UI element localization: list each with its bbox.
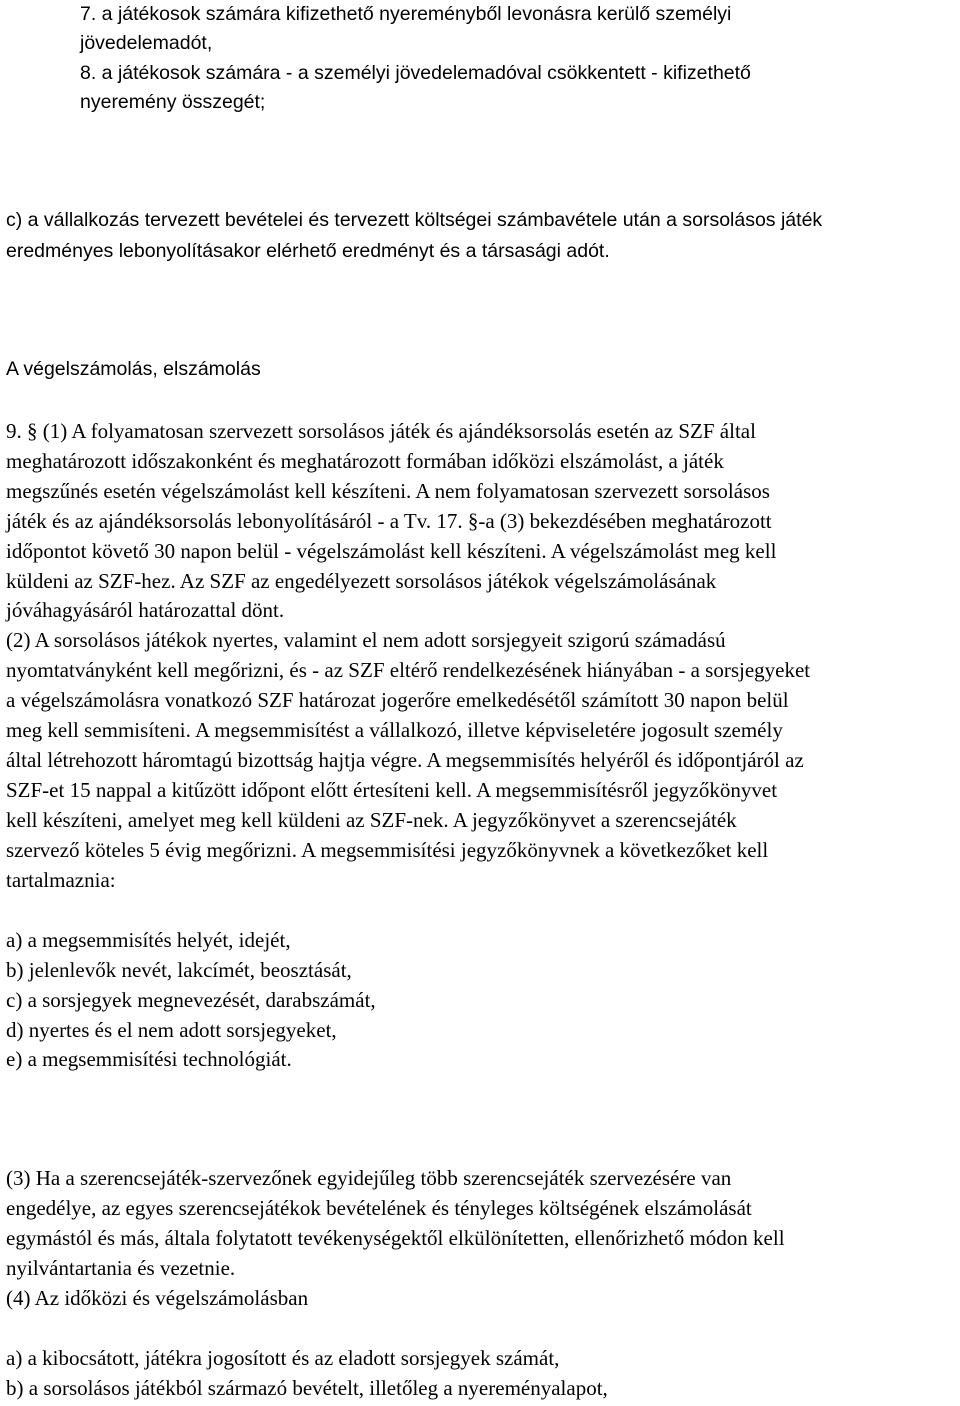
- list-item-7-line1: 7. a játékosok számára kifizethető nyereményből levonásra kerülő személyi: [80, 3, 732, 25]
- list-item-8-line1: 8. a játékosok számára - a személyi jövedelemadóval csökkentett - kifizethető: [80, 62, 751, 84]
- list-item-8-line2: nyeremény összegét;: [80, 91, 266, 113]
- para4-heading: (4) Az időközi és végelszámolásban: [6, 1286, 309, 1310]
- section9-line: 9. § (1) A folyamatosan szervezett sorsolásos játék és ajándéksorsolás esetén az SZF által: [6, 419, 756, 443]
- list-item: c) a sorsjegyek megnevezését, darabszámát,: [6, 988, 376, 1012]
- section9-line: szervező köteles 5 évig megőrizni. A megsemmisítési jegyzőkönyvnek a következőket kell: [6, 838, 769, 862]
- section9-line: meghatározott időszakonként és meghatározott formában időközi elszámolást, a játék: [6, 449, 724, 473]
- section9-line: időpontot követő 30 napon belül - végelszámolást kell készíteni. A végelszámolást meg kell: [6, 539, 777, 563]
- list-item: e) a megsemmisítési technológiát.: [6, 1047, 292, 1071]
- section9-line: SZF-et 15 nappal a kitűzött időpont előtt értesíteni kell. A megsemmisítésről jegyzőkönyvet: [6, 778, 778, 802]
- list-item: b) a sorsolásos játékból származó bevételt, illetőleg a nyereményalapot,: [6, 1376, 608, 1400]
- list-item: b) jelenlevők nevét, lakcímét, beosztását,: [6, 958, 352, 982]
- list-item: a) a megsemmisítés helyét, idejét,: [6, 928, 291, 952]
- section9-line: meg kell semmisíteni. A megsemmisítést a vállalkozó, illetve képviseletére jogosult személy: [6, 718, 783, 742]
- section9-line: által létrehozott háromtagú bizottság hajtja végre. A megsemmisítés helyéről és időpontjáról az: [6, 748, 804, 772]
- list-item: a) a kibocsátott, játékra jogosított és az eladott sorsjegyek számát,: [6, 1346, 560, 1370]
- section-heading: A végelszámolás, elszámolás: [6, 358, 261, 380]
- list-item: d) nyertes és el nem adott sorsjegyeket,: [6, 1018, 337, 1042]
- section9-line: a végelszámolásra vonatkozó SZF határozat jogerőre emelkedésétől számított 30 napon belül: [6, 688, 789, 712]
- para-c-line2: eredményes lebonyolításakor elérhető eredményt és a társasági adót.: [6, 240, 610, 262]
- para3-line: nyilvántartania és vezetnie.: [6, 1256, 236, 1280]
- section9-line: (2) A sorsolásos játékok nyertes, valamint el nem adott sorsjegyeit szigorú számadású: [6, 628, 726, 652]
- section9-line: jóváhagyásáról határozattal dönt.: [6, 598, 285, 622]
- para3-line: engedélye, az egyes szerencsejátékok bevételének és tényleges költségének elszámolását: [6, 1196, 752, 1220]
- para3-line: (3) Ha a szerencsejáték-szervezőnek egyidejűleg több szerencsejáték szervezésére van: [6, 1166, 732, 1190]
- para-c-line1: c) a vállalkozás tervezett bevételei és tervezett költségei számbavétele után a sorsolásos játék: [6, 209, 823, 231]
- section9-line: kell készíteni, amelyet meg kell küldeni az SZF-nek. A jegyzőkönyvet a szerencsejáték: [6, 808, 737, 832]
- section9-line: játék és az ajándéksorsolás lebonyolításáról - a Tv. 17. §-a (3) bekezdésében meghatározott: [6, 509, 772, 533]
- section9-line: nyomtatványként kell megőrizni, és - az SZF eltérő rendelkezésének hiányában - a sorsjegyeket: [6, 658, 811, 682]
- para3-line: egymástól és más, általa folytatott tevékenységektől elkülönítetten, ellenőrizhető módon kell: [6, 1226, 785, 1250]
- section9-line: küldeni az SZF-hez. Az SZF az engedélyezett sorsolásos játékok végelszámolásának: [6, 569, 717, 593]
- section9-line: megszűnés esetén végelszámolást kell készíteni. A nem folyamatosan szervezett sorsolásos: [6, 479, 770, 503]
- section9-line: tartalmaznia:: [6, 868, 116, 892]
- list-item-7-line2: jövedelemadót,: [80, 32, 213, 54]
